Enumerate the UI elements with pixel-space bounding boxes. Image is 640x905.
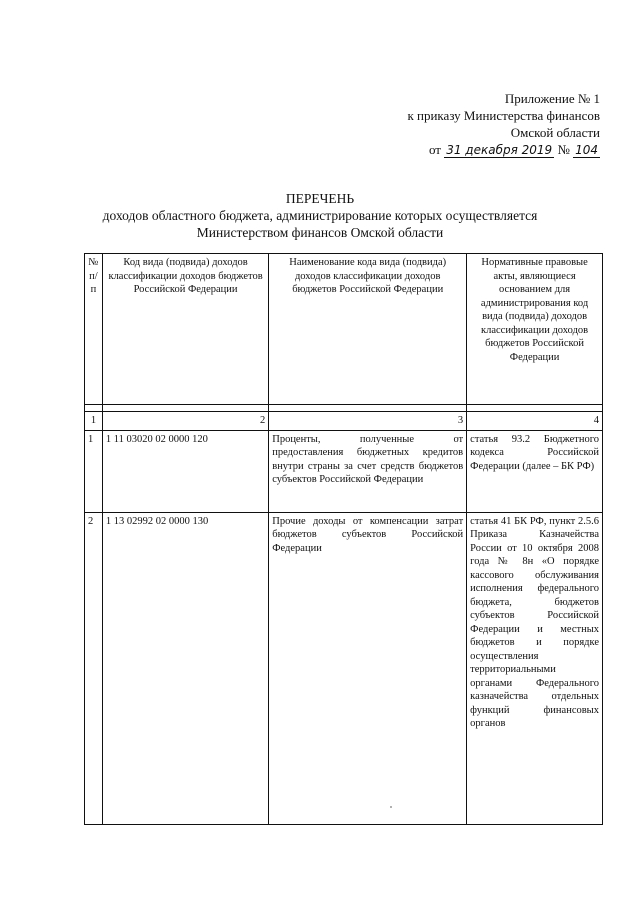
title-line-3: Министерством финансов Омской области [196,225,444,240]
table-header-row [85,254,603,405]
row-acts: статья 93.2 Бюджетного кодекса Российской Федерации (далее – БК РФ) [467,430,603,512]
column-number: 4 [467,412,603,431]
row-number: 1 [85,430,103,512]
title-heading: ПЕРЕЧЕНЬ [285,191,355,206]
scan-speck [390,806,392,808]
handwritten-number: 104 [575,143,598,157]
header-number: № п/п [85,254,103,405]
number-prefix: № [557,142,570,157]
row-number: 2 [85,512,103,824]
revenue-table [84,253,603,825]
header-name: Наименование кода вида (подвида) доходов классификации доходов бюджетов Российской Федерации [269,254,467,405]
table-row [85,430,603,512]
row-code: 1 13 02992 02 0000 130 [102,512,268,824]
handwritten-date: 31 декабря 2019 [446,143,553,157]
header-acts: Нормативные правовые акты, являющиеся основанием для администрирования код вида (подвида) доходов классификации доходов бюджетов Российской Федерации [467,254,603,405]
column-number: 2 [102,412,268,431]
column-number: 3 [269,412,467,431]
appendix-order-ref: к приказу Министерства финансов [407,108,600,123]
appendix-block [407,90,600,159]
date-prefix: от [428,142,441,157]
header-gap-row [85,405,603,412]
row-name: Проценты, полученные от предоставления бюджетных кредитов внутри страны за счет средств бюджетов субъектов Российской Федерации [269,430,467,512]
appendix-date-line [407,141,600,159]
title-line-2: доходов областного бюджета, администрирование которых осуществляется [102,208,538,223]
column-number-row [85,412,603,431]
appendix-region: Омской области [510,125,600,140]
column-number: 1 [85,412,103,431]
row-name: Прочие доходы от компенсации затрат бюджетов субъектов Российской Федерации [269,512,467,824]
table-row [85,512,603,824]
document-title [0,190,640,241]
row-acts: статья 41 БК РФ, пункт 2.5.6 Приказа Казначейства России от 10 октября 2008 года № 8н «О порядке кассового обслуживания исполнения федерального бюджета, бюджетов субъектов Российской Федерации и местных бюджетов и порядке осуществления территориальными органами Федерального казначейства отдельных функций финансовых органов [467,512,603,824]
header-code: Код вида (подвида) доходов классификации доходов бюджетов Российской Федерации [102,254,268,405]
row-code: 1 11 03020 02 0000 120 [102,430,268,512]
appendix-title: Приложение № 1 [504,91,600,106]
